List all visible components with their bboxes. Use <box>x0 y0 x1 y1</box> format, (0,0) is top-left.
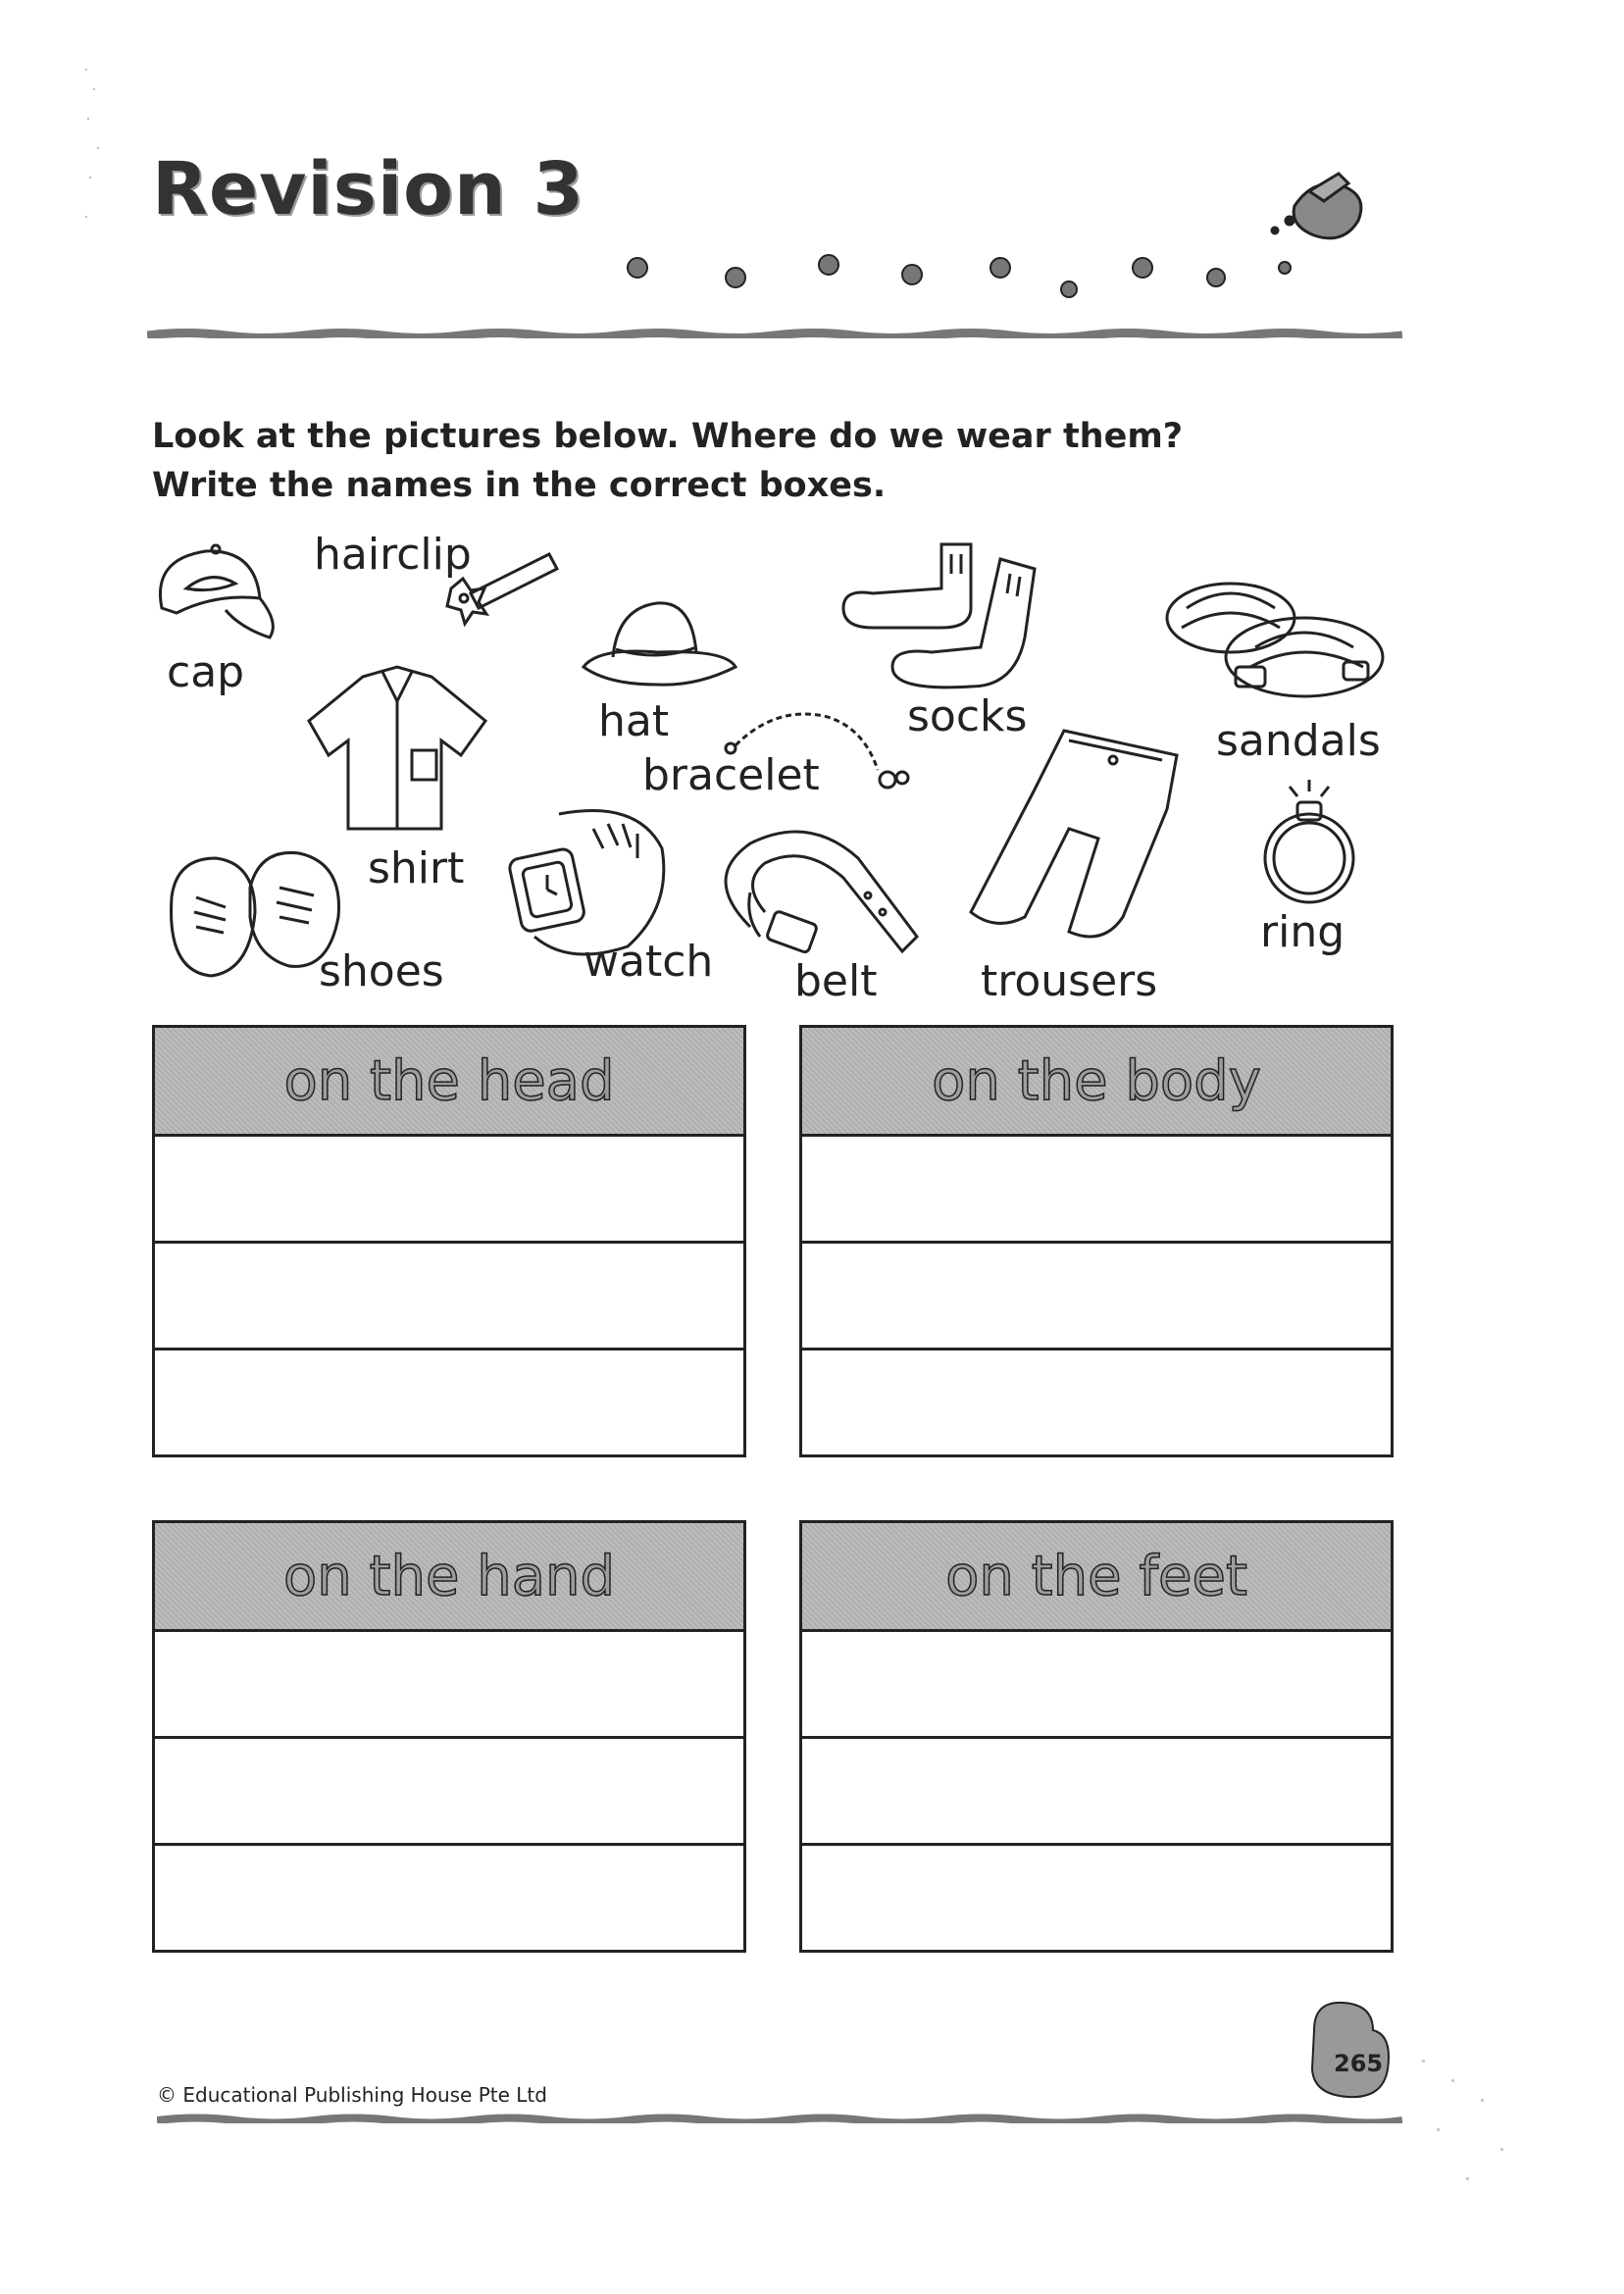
answer-row[interactable] <box>802 1137 1391 1244</box>
page-number: 265 <box>1334 2050 1384 2077</box>
label-socks: socks <box>907 691 1028 741</box>
answer-row[interactable] <box>155 1351 743 1454</box>
shirt-illustration <box>304 662 500 839</box>
label-belt: belt <box>794 956 878 1006</box>
label-shirt: shirt <box>368 843 465 893</box>
label-sandals: sandals <box>1216 716 1381 766</box>
label-shoes: shoes <box>319 946 444 996</box>
table-header-hand: on the hand <box>155 1523 743 1632</box>
instruction-line-1: Look at the pictures below. Where do we wear them? <box>152 417 1184 456</box>
table-header-feet: on the feet <box>802 1523 1391 1632</box>
trousers-illustration <box>966 721 1201 956</box>
table-on-the-body <box>799 1025 1394 1457</box>
label-watch: watch <box>584 937 714 987</box>
table-on-the-feet <box>799 1520 1394 1953</box>
table-header-head: on the head <box>155 1028 743 1137</box>
answer-row[interactable] <box>155 1137 743 1244</box>
instruction-line-2: Write the names in the correct boxes. <box>152 466 887 505</box>
answer-row[interactable] <box>802 1351 1391 1454</box>
airplane-flowers-decoration <box>608 162 1412 309</box>
table-on-the-head <box>152 1025 746 1457</box>
answer-row[interactable] <box>802 1632 1391 1739</box>
table-header-body: on the body <box>802 1028 1391 1137</box>
answer-row[interactable] <box>802 1244 1391 1351</box>
ring-illustration <box>1250 775 1368 912</box>
label-hat: hat <box>598 696 670 746</box>
label-trousers: trousers <box>981 956 1158 1006</box>
table-on-the-hand <box>152 1520 746 1953</box>
answer-row[interactable] <box>802 1846 1391 1950</box>
belt-illustration <box>711 819 927 966</box>
hairclip-illustration <box>431 535 569 633</box>
top-divider <box>147 329 1402 338</box>
scan-margin-marks <box>83 59 113 255</box>
label-ring: ring <box>1260 907 1345 957</box>
label-cap: cap <box>167 647 245 697</box>
page-title: Revision 3 <box>152 147 584 231</box>
cap-illustration <box>147 539 284 647</box>
sandals-illustration <box>1157 569 1393 716</box>
label-bracelet: bracelet <box>642 750 820 800</box>
answer-row[interactable] <box>155 1846 743 1950</box>
socks-illustration <box>834 530 1069 696</box>
answer-row[interactable] <box>802 1739 1391 1846</box>
label-hairclip: hairclip <box>314 530 472 580</box>
hat-illustration <box>579 588 745 696</box>
scan-noise <box>1412 2040 1530 2197</box>
answer-row[interactable] <box>155 1632 743 1739</box>
answer-row[interactable] <box>155 1244 743 1351</box>
bottom-divider <box>157 2114 1402 2123</box>
answer-row[interactable] <box>155 1739 743 1846</box>
copyright-footer: © Educational Publishing House Pte Ltd <box>157 2083 547 2107</box>
